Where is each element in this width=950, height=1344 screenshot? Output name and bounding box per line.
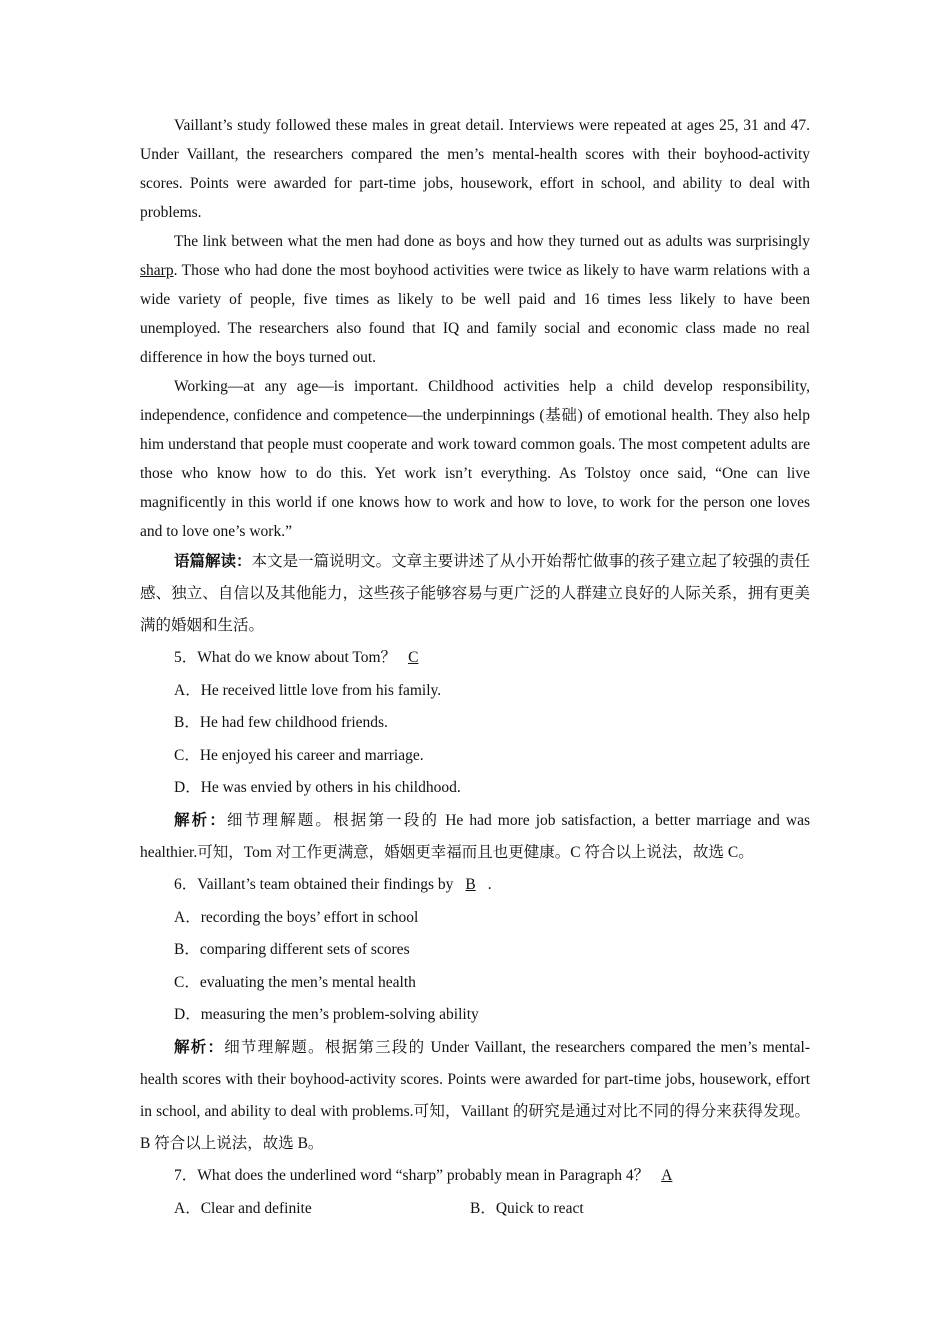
question-6-option-c: C．evaluating the men’s mental health — [174, 973, 416, 991]
question-6-analysis: 解析：细节理解题。根据第三段的 Under Vaillant, the researchers compared the men’s mental-health scores with their boyhood-activity scores. Points were awarded for part-time jobs, housework, effort in school, and ability to deal with problems.可知，Vaillant 的研究是通过对比不同的得分来获得发现。B 符合以上说法，故选 B。 — [140, 1038, 810, 1152]
underlined-word-sharp: sharp — [140, 262, 174, 279]
question-7-stem: 7．What does the underlined word “sharp” probably mean in Paragraph 4？ A — [140, 1160, 810, 1193]
question-6-stem: 6．Vaillant’s team obtained their findings by B . — [174, 875, 492, 893]
passage-summary: 语篇解读：本文是一篇说明文。文章主要讲述了从小开始帮忙做事的孩子建立起了较强的责任感、独立、自信以及其他能力，这些孩子能够容易与更广泛的人群建立良好的人际关系，拥有更美满的婚姻和生活。 — [140, 553, 810, 634]
question-7-answer: A — [661, 1166, 673, 1184]
question-7-option-b: B．Quick to react — [470, 1199, 584, 1217]
passage-paragraph-4: The link between what the men had done as boys and how they turned out as adults was surprisingly sharp. Those who had done the most boyhood activities were twice as likely to have warm relations with a wide variety of people, five times as likely to be well paid and 16 times less likely to have been unemployed. The researchers also found that IQ and family social and economic class made no real difference in how the boys turned out. — [140, 233, 810, 366]
passage-paragraph-3: Vaillant’s study followed these males in great detail. Interviews were repeated at ages 25, 31 and 47. Under Vaillant, the researchers compared the men’s mental-health scores with their boyhood-activity scores. Points were awarded for part-time jobs, housework, effort in school, and ability to deal with problems. — [140, 117, 810, 221]
question-5-option-d: D．He was envied by others in his childhood. — [174, 779, 461, 797]
question-5-analysis: 解析：细节理解题。根据第一段的 He had more job satisfaction, a better marriage and was healthier.可知，Tom 对工作更满意，婚姻更幸福而且也更健康。C 符合以上说法，故选 C。 — [140, 811, 810, 861]
question-7-options — [140, 1193, 810, 1226]
question-6-answer: B — [465, 875, 476, 893]
summary-label: 语篇解读： — [174, 553, 252, 570]
passage-paragraph-5: Working—at any age—is important. Childhood activities help a child develop responsibility, independence, confidence and competence—the underpinnings (基础) of emotional health. They also help him understand that people must cooperate and work toward common goals. The most competent adults are those who know how to do this. Yet work isn’t everything. As Tolstoy once said, “One can live magnificently in this world if one knows how to work and how to love, to work for the person one loves and to love one’s work.” — [140, 378, 810, 540]
question-5-option-c: C．He enjoyed his career and marriage. — [174, 746, 424, 764]
question-6-option-a: A．recording the boys’ effort in school — [174, 908, 419, 926]
question-5-option-a: A．He received little love from his family. — [174, 681, 442, 699]
question-6-option-b: B．comparing different sets of scores — [174, 941, 410, 959]
question-6-option-d: D．measuring the men’s problem-solving ability — [174, 1006, 479, 1024]
question-7-option-a: A．Clear and definite — [174, 1199, 312, 1217]
question-5-stem: 5．What do we know about Tom？ C — [140, 642, 810, 675]
question-5-answer: C — [408, 649, 419, 666]
document-page — [140, 111, 810, 1225]
question-5-option-b: B．He had few childhood friends. — [174, 714, 388, 732]
